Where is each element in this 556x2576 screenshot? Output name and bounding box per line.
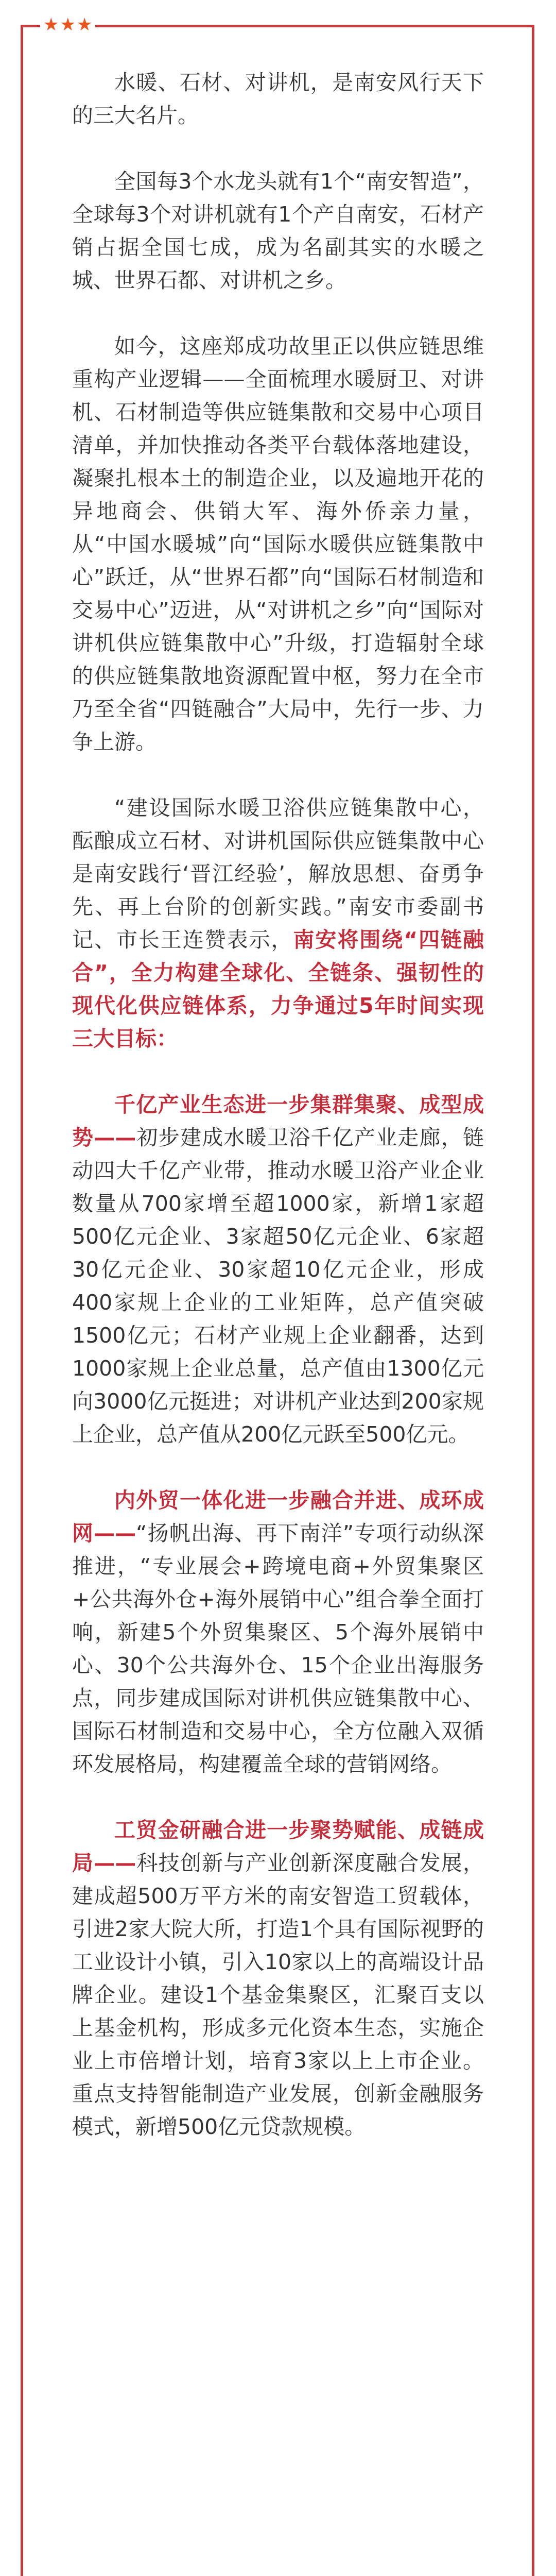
paragraph-goal-2 [72,1484,484,1781]
paragraph-quote [72,791,484,1055]
goal-2-heading: 内外贸一体化进一步融合并进、成环成网—— [72,1488,484,1546]
article-frame-top [21,25,534,27]
goal-1-text: 初步建成水暖卫浴千亿产业走廊，链动四大千亿产业带，推动水暖卫浴产业企业数量从700家增至超1000家，新增1家超500亿元企业、3家超50亿元企业、6家超30亿元企业、30家超10亿元企业，形成400家规上企业的工业矩阵，总产值突破1500亿元；石材产业规上企业翻番，达到1000家规上企业总量，总产值由1300亿元向3000亿元挺进；对讲机产业达到200家规上企业，总产值从200亿元跃至500亿元。 [72,1125,484,1447]
paragraph-intro: 水暖、石材、对讲机，是南安风行天下的三大名片。 [72,70,484,128]
star-decoration [40,13,95,36]
article-body [72,66,484,2143]
quote-text: “建设国际水暖卫浴供应链集散中心，酝酿成立石材、对讲机国际供应链集散中心是南安践行‘晋江经验’，解放思想、奋勇争先、再上台阶的创新实践。”南安市委副书记、市长王连赞表示， [72,795,484,952]
paragraph-goal-1 [72,1088,484,1451]
paragraph-strategy: 如今，这座郑成功故里正以供应链思维重构产业逻辑——全面梳理水暖厨卫、对讲机、石材制造等供应链集散和交易中心项目清单，并加快推动各类平台载体落地建设，凝聚扎根本土的制造企业，以及遍地开花的异地商会、供销大军、海外侨亲力量，从“中国水暖城”向“国际水暖供应链集散中心”跃迁，从“世界石都”向“国际石材制造和交易中心”迈进，从“对讲机之乡”向“国际对讲机供应链集散中心”升级，打造辐射全球的供应链集散地资源配置中枢，努力在全市乃至全省“四链融合”大局中，先行一步、力争上游。 [72,334,484,754]
goal-2-text: “扬帆出海、再下南洋”专项行动纵深推进，“专业展会+跨境电商+外贸集聚区+公共海外仓+海外展销中心”组合拳全面打响，新建5个外贸集聚区、5个海外展销中心、30个公共海外仓、15个企业出海服务点，同步建成国际对讲机供应链集散中心、国际石材制造和交易中心，全方位融入双循环发展格局，构建覆盖全球的营销网络。 [72,1521,484,1776]
paragraph-goal-3 [72,1814,484,2143]
goals-lead: 南安将围绕“四链融合”，全力构建全球化、全链条、强韧性的现代化供应链体系，力争通过5年时间实现三大目标： [72,927,484,1051]
goal-3-heading: 工贸金研融合进一步聚势赋能、成链成局—— [72,1818,484,1875]
star-icon: ★ [60,14,76,35]
goal-1-heading: 千亿产业生态进一步集群集聚、成型成势—— [72,1092,484,1150]
paragraph-stats: 全国每3个水龙头就有1个“南安智造”，全球每3个对讲机就有1个产自南安，石材产销占据全国七成，成为名副其实的水暖之城、世界石都、对讲机之乡。 [72,169,484,293]
star-icon: ★ [76,14,93,35]
star-icon: ★ [43,14,59,35]
goal-3-text: 科技创新与产业创新深度融合发展，建成超500万平方米的南安智造工贸载体，引进2家大院大所，打造1个具有国际视野的工业设计小镇，引入10家以上的高端设计品牌企业。建设1个基金集聚区，汇聚百支以上基金机构，形成多元化资本生态，实施企业上市倍增计划，培育3家以上上市企业。重点支持智能制造产业发展，创新金融服务模式，新增500亿元贷款规模。 [72,1851,484,2139]
